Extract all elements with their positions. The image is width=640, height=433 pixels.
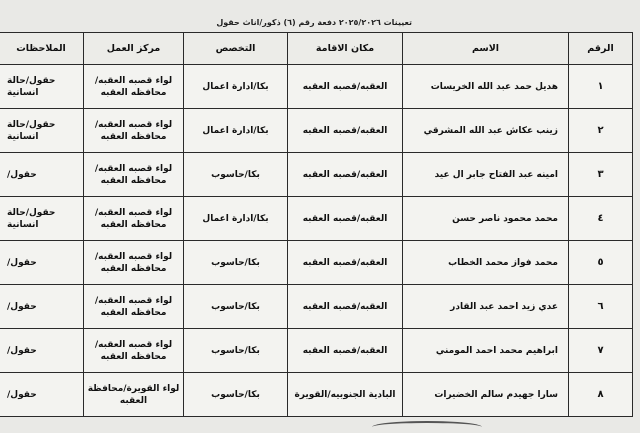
row-residence: العقبه/قصبه العقبه <box>288 241 403 285</box>
row-name: عدي زيد احمد عبد القادر <box>403 285 569 329</box>
row-notes: حقول/حالة انسانية <box>0 109 84 153</box>
row-residence: البادية الجنوبيه/القويرة <box>288 373 403 417</box>
table-row <box>0 153 633 197</box>
row-residence: العقبه/قصبه العقبه <box>288 285 403 329</box>
row-specialty: بكا/ادارة اعمال <box>184 109 288 153</box>
table-row <box>0 109 633 153</box>
row-workplace: لواء قصبه العقبه/محافظه العقبه <box>84 241 184 285</box>
row-number: ٥ <box>569 241 633 285</box>
table-row <box>0 373 633 417</box>
table-header-row <box>0 33 633 65</box>
row-workplace: لواء قصبه العقبه/محافظه العقبه <box>84 109 184 153</box>
row-specialty: بكا/ادارة اعمال <box>184 197 288 241</box>
row-number: ٤ <box>569 197 633 241</box>
column-header-specialty: التخصص <box>184 33 288 65</box>
row-workplace: لواء قصبه العقبه/محافظه العقبه <box>84 153 184 197</box>
table-row <box>0 285 633 329</box>
row-notes: حقول/حالة انسانية <box>0 65 84 109</box>
table-row <box>0 197 633 241</box>
table-row <box>0 329 633 373</box>
row-number: ٧ <box>569 329 633 373</box>
column-header-workplace: مركز العمل <box>84 33 184 65</box>
row-name: سارا جهيدم سالم الخضيرات <box>403 373 569 417</box>
table-row <box>0 65 633 109</box>
row-residence: العقبه/قصبه العقبه <box>288 65 403 109</box>
row-notes: حقول/ <box>0 329 84 373</box>
row-specialty: بكا/حاسوب <box>184 241 288 285</box>
row-residence: العقبه/قصبه العقبه <box>288 329 403 373</box>
row-number: ٦ <box>569 285 633 329</box>
row-specialty: بكا/حاسوب <box>184 329 288 373</box>
row-specialty: بكا/حاسوب <box>184 153 288 197</box>
table-row <box>0 241 633 285</box>
column-header-residence: مكان الاقامة <box>288 33 403 65</box>
row-residence: العقبه/قصبه العقبه <box>288 153 403 197</box>
row-number: ٣ <box>569 153 633 197</box>
row-number: ٨ <box>569 373 633 417</box>
row-number: ١ <box>569 65 633 109</box>
column-header-name: الاسم <box>403 33 569 65</box>
signature-mark <box>372 421 482 433</box>
row-notes: حقول/ <box>0 241 84 285</box>
row-name: محمد محمود ناصر حسن <box>403 197 569 241</box>
row-workplace: لواء قصبه العقبه/محافظه العقبه <box>84 285 184 329</box>
row-residence: العقبه/قصبه العقبه <box>288 109 403 153</box>
row-specialty: بكا/حاسوب <box>184 373 288 417</box>
row-specialty: بكا/ادارة اعمال <box>184 65 288 109</box>
row-name: محمد فواز محمد الخطاب <box>403 241 569 285</box>
appointments-table <box>0 32 633 417</box>
row-name: امينه عبد الفتاح جابر ال عيد <box>403 153 569 197</box>
row-workplace: لواء القويرة/محافظة العقبه <box>84 373 184 417</box>
row-name: هديل حمد عبد الله الخريسات <box>403 65 569 109</box>
appointments-table-container <box>0 32 632 417</box>
row-notes: حقول/ <box>0 285 84 329</box>
row-residence: العقبه/قصبه العقبه <box>288 197 403 241</box>
row-workplace: لواء قصبه العقبه/محافظه العقبه <box>84 329 184 373</box>
row-number: ٢ <box>569 109 633 153</box>
column-header-number: الرقم <box>569 33 633 65</box>
row-notes: حقول/ <box>0 373 84 417</box>
row-specialty: بكا/حاسوب <box>184 285 288 329</box>
row-workplace: لواء قصبه العقبه/محافظه العقبه <box>84 65 184 109</box>
row-notes: حقول/حالة انسانية <box>0 197 84 241</box>
row-notes: حقول/ <box>0 153 84 197</box>
page-title: تعيينات ٢٠٢٥/٢٠٢٦ دفعة رقم (٦) ذكور/اناث حقول <box>216 18 412 27</box>
row-name: ابراهيم محمد احمد المومني <box>403 329 569 373</box>
column-header-notes: الملاحظات <box>0 33 84 65</box>
row-workplace: لواء قصبه العقبه/محافظه العقبه <box>84 197 184 241</box>
row-name: زينب عكاش عبد الله المشرقي <box>403 109 569 153</box>
